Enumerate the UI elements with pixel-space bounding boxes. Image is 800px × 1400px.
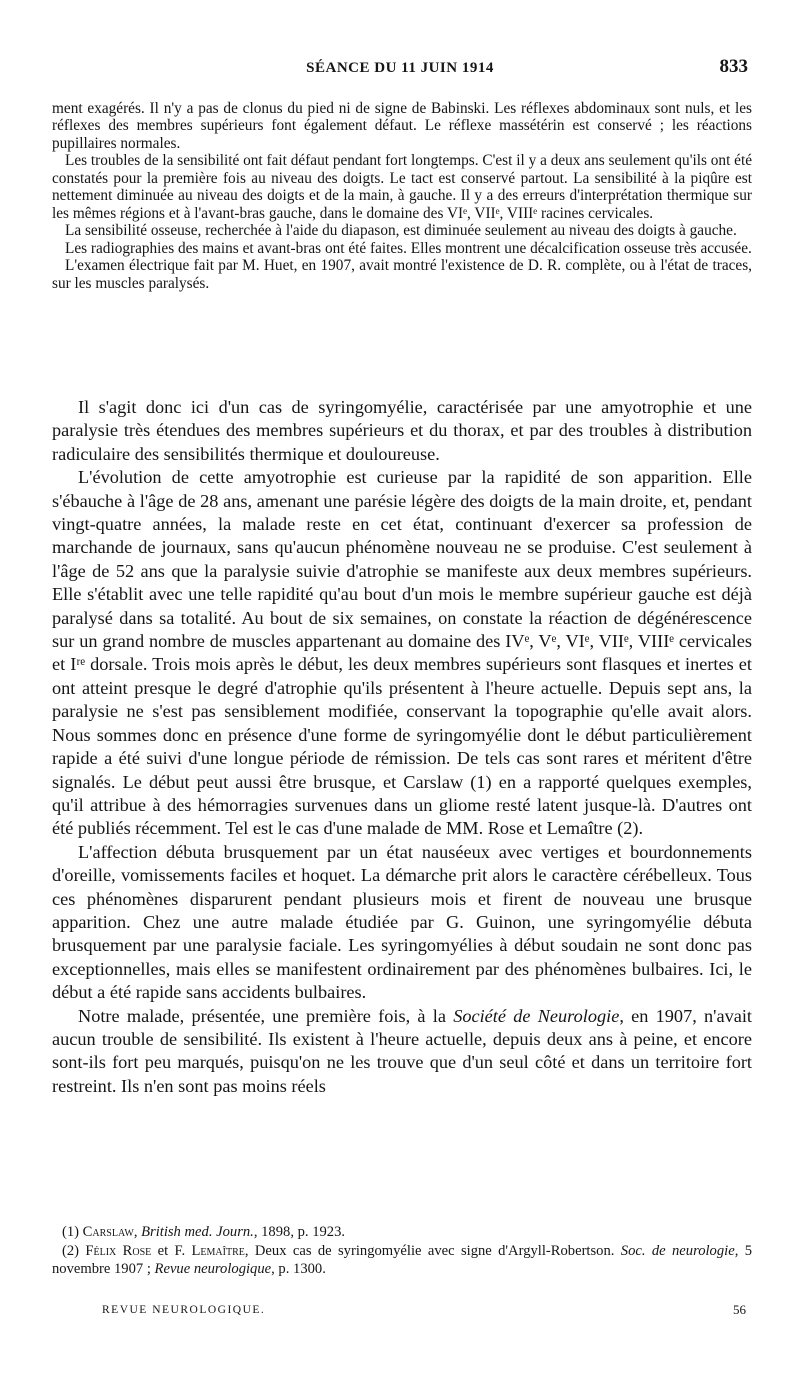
paragraph-sensibility: Les troubles de la sensibilité ont fait défaut pendant fort longtemps. C'est il y a deux ans seulement qu'ils ont été constatés pour la première fois au niveau des doigts. Le tact est conservé partout. La sensibilité à la piqûre est nettement diminuée au niveau des doigts et de la main, à gauche. Il y a des erreurs d'interprétation thermique sur les mêmes régions et à l'avant-bras gauche, dans le domaine des VIᵉ, VIIᵉ, VIIIᵉ racines cervicales.: [52, 152, 752, 222]
footnote-1: [52, 1223, 752, 1242]
footnote-2-number: (2): [62, 1242, 86, 1259]
discussion-text: [52, 396, 752, 1098]
footnote-1-reference: , 1898, p. 1923.: [253, 1224, 346, 1240]
footnote-2-conjunction: et F.: [151, 1242, 192, 1259]
paragraph-sudden-onset: L'affection débuta brusquement par un état nauséeux avec vertiges et bourdonnements d'oreille, vomissements faciles et hoquet. La démarche prit alors le caractère cérébelleux. Tous ces phénomènes disparurent pendant plusieurs mois et firent de nouveau une brusque apparition. Chez une autre malade étudiée par G. Guinon, une syringomyélie débuta brusquement par une paralysie faciale. Les syringomyélies à début soudain ne sont donc pas exceptionnelles, mais elles se manifestent ordinairement par des phénomènes bulbaires. Ici, le début a été rapide sans accidents bulbaires.: [52, 841, 752, 1003]
paragraph-evolution: L'évolution de cette amyotrophie est curieuse par la rapidité de son apparition. Elle s'ébauche à l'âge de 28 ans, amenant une parésie légère des doigts de la main droite, et, pendant vingt-quatre années, la malade reste en cet état, continuant d'exercer sa profession de marchande de journaux, sans qu'aucun phénomène nouveau ne se produise. C'est seulement à l'âge de 52 ans que la paralysie suivie d'atrophie se manifeste aux deux membres supérieurs. Elle s'établit avec une telle rapidité qu'au bout d'un mois le membre supérieur gauche est déjà paralysé dans sa totalité. Au bout de six semaines, on constate la réaction de dégénérescence sur un grand nombre de muscles appartenant au domaine des IVᵉ, Vᵉ, VIᵉ, VIIᵉ, VIIIᵉ cervicales et Iʳᵉ dorsale. Trois mois après le début, les deux membres supérieurs sont flasques et inertes et ont atteint presque le degré d'atrophie qu'ils présentent à l'heure actuelle. Depuis sept ans, la paralysie ne s'est pas sensiblement modifiée, conservant la topographie qu'elle avait alors. Nous sommes donc en présence d'une forme de syringomyélie dont le début particulièrement rapide a été suivi d'une longue période de rémission. De tels cas sont rares et méritent d'être signalés. Le début peut aussi être brusque, et Carslaw (1) en a rapporté quelques exemples, qu'il attribue à des hémorragies survenues dans un gliome resté latent jusque-là. D'autres ont été publiés récemment. Tel est le cas d'une malade de MM. Rose et Lemaître (2).: [52, 467, 752, 839]
footnote-2-author-2: Lemaître: [191, 1242, 245, 1259]
footnote-2-title: , Deux cas de syringomyélie avec signe d'Argyll-Robertson.: [244, 1242, 621, 1259]
paragraph-conclusion: [52, 1005, 752, 1099]
paragraph-electric-exam: L'examen électrique fait par M. Huet, en 1907, avait montré l'existence de D. R. complète, ou à l'état de traces, sur les muscles paralysés.: [52, 257, 752, 292]
footnote-1-number: (1): [62, 1224, 83, 1240]
sheet-number: 56: [733, 1302, 746, 1317]
running-header: [0, 56, 800, 82]
footnote-2-journal-2: Revue neurologique: [154, 1261, 272, 1277]
paragraph-reflexes: ment exagérés. Il n'y a pas de clonus du pied ni de signe de Babinski. Les réflexes abdominaux sont nuls, et les réflexes des membres supérieurs font également défaut. Le réflexe massétérin est conservé ; les réactions pupillaires normales.: [52, 100, 752, 152]
footnote-1-author: Carslaw: [82, 1224, 134, 1240]
footnote-2-journal-1: Soc. de neurologie: [620, 1242, 735, 1259]
footnote-2-date: , 5 novembre 1907 ;: [52, 1242, 752, 1277]
clinical-observation-text: [52, 100, 752, 292]
footnote-2-page: , p. 1300.: [271, 1261, 326, 1277]
footnote-2: [52, 1242, 752, 1279]
printer-signature: REVUE NEUROLOGIQUE.: [102, 1304, 266, 1316]
conclusion-text-end: , en 1907, n'avait aucun trouble de sensibilité. Ils existent à l'heure actuelle, depuis deux ans à peine, et encore sont-ils fort peu marqués, puisqu'on ne les trouve que d'un seul côté et dans un territoire fort restreint. Ils n'en sont pas moins réels: [52, 1005, 752, 1096]
conclusion-text-start: Notre malade, présentée, une première fois, à la: [78, 1005, 454, 1026]
footnotes: [52, 1223, 752, 1279]
paragraph-radiographs: Les radiographies des mains et avant-bras ont été faites. Elles montrent une décalcification osseuse très accusée.: [65, 239, 752, 257]
paragraph-diagnosis: Il s'agit donc ici d'un cas de syringomyélie, caractérisée par une amyotrophie et une paralysie très étendues des membres supérieurs et du thorax, et par des troubles à distribution radiculaire des sensibilités thermique et douloureuse.: [52, 397, 752, 464]
session-title: SÉANCE DU 11 JUIN 1914: [306, 60, 494, 76]
paragraph-bone-sensibility: La sensibilité osseuse, recherchée à l'aide du diapason, est diminuée seulement au niveau des doigts à gauche.: [65, 222, 737, 240]
footnote-2-author-1: Félix Rose: [85, 1242, 152, 1259]
page-number: 833: [719, 56, 748, 77]
society-name: Société de Neurologie: [453, 1005, 620, 1026]
footnote-1-separator: ,: [133, 1224, 142, 1240]
footnote-1-journal: British med. Journ.: [141, 1224, 254, 1240]
